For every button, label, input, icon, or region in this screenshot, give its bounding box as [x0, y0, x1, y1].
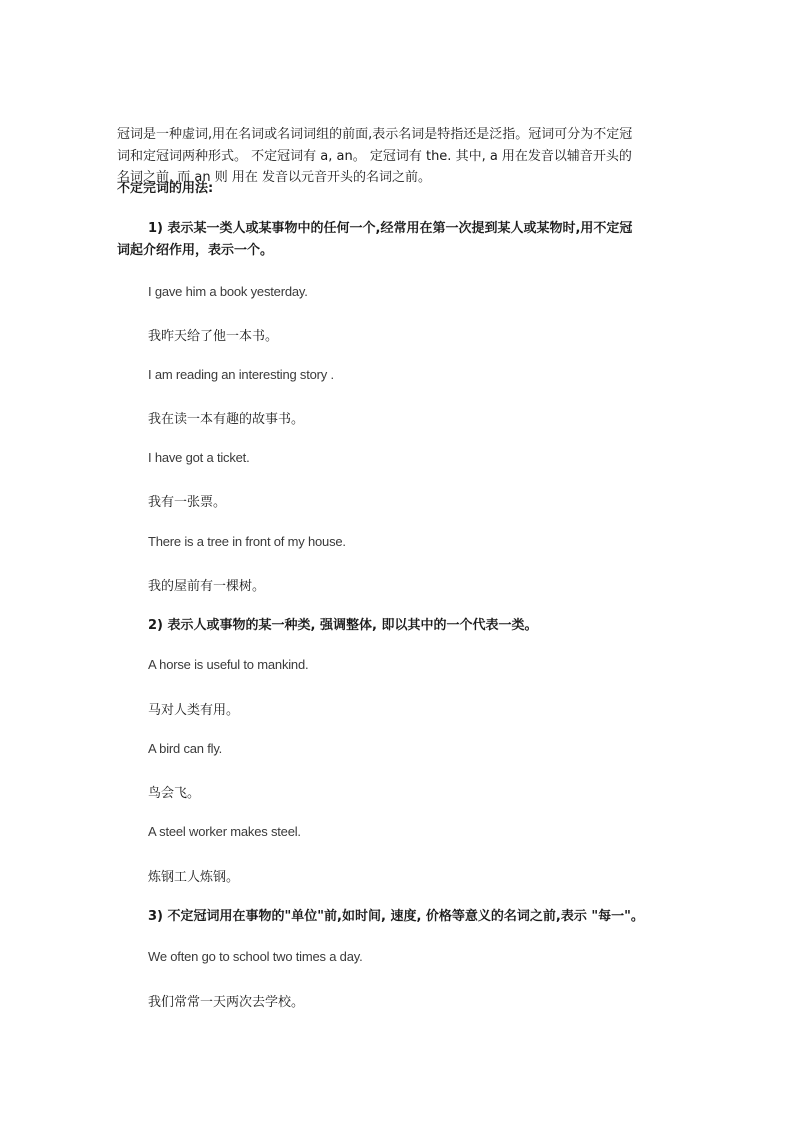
rule-3-line-1: 3) 不定冠词用在事物的"单位"前,如时间, 速度, 价格等意义的名词之前,表示 "每一"。 — [148, 909, 644, 924]
example-zh: 我的屋前有一棵树。 — [148, 579, 266, 594]
example-en: A steel worker makes steel. — [148, 824, 301, 839]
example-zh: 我有一张票。 — [148, 495, 227, 510]
rule-1 — [117, 218, 677, 261]
rule-1-line-2: 词起介绍作用，表示一个。 — [117, 242, 274, 258]
rule-2 — [117, 615, 677, 637]
example-zh: 我在读一本有趣的故事书。 — [148, 412, 305, 427]
intro-line-2: 词和定冠词两种形式。 不定冠词有 a, an。 定冠词有 the. 其中, a 用在发音以辅音开头的 — [117, 148, 632, 164]
example-en: We often go to school two times a day. — [148, 949, 363, 964]
example-en: I gave him a book yesterday. — [148, 284, 308, 299]
example-zh: 马对人类有用。 — [148, 703, 240, 718]
rule-3 — [117, 906, 677, 928]
intro-line-1: 冠词是一种虚词,用在名词或名词词组的前面,表示名词是特指还是泛指。冠词可分为不定冠 — [117, 127, 633, 142]
rule-2-line-1: 2) 表示人或事物的某一种类, 强调整体, 即以其中的一个代表一类。 — [148, 618, 538, 633]
section-heading: 不定完词的用法: — [117, 181, 214, 196]
example-zh: 我们常常一天两次去学校。 — [148, 995, 305, 1010]
example-zh: 鸟会飞。 — [148, 786, 201, 801]
intro-line-3: 名词之前, 而 an 则 用在 发音以元音开头的名词之前。 — [117, 170, 431, 185]
example-en: There is a tree in front of my house. — [148, 534, 346, 549]
rule-1-line-1: 1) 表示某一类人或某事物中的任何一个,经常用在第一次提到某人或某物时,用不定冠 — [148, 221, 633, 236]
example-en: I am reading an interesting story . — [148, 367, 334, 382]
example-en: A horse is useful to mankind. — [148, 657, 309, 672]
example-en: A bird can fly. — [148, 741, 223, 756]
example-en: I have got a ticket. — [148, 450, 250, 465]
example-zh: 炼钢工人炼钢。 — [148, 870, 240, 885]
example-zh: 我昨天给了他一本书。 — [148, 329, 279, 344]
